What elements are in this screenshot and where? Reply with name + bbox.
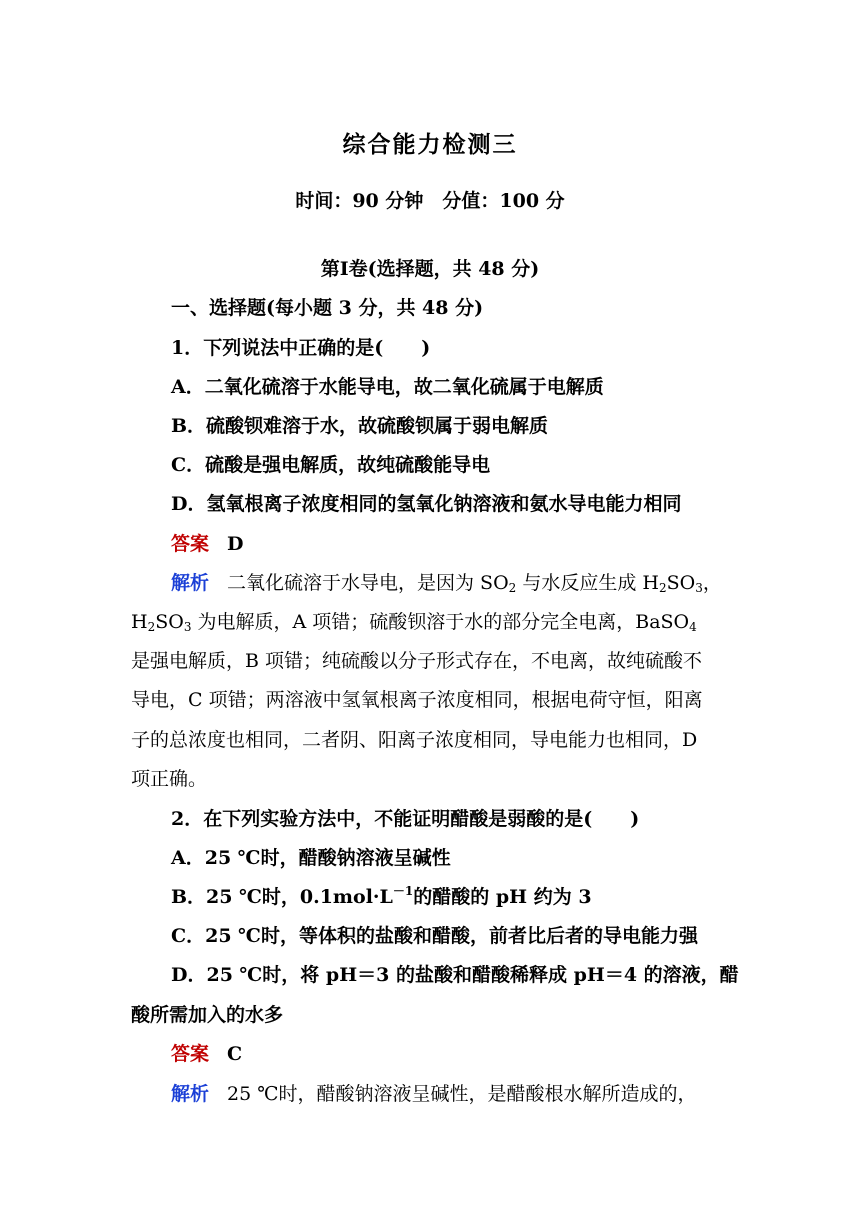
analysis-label: 解析 xyxy=(171,572,210,594)
q1-analysis-line-5: 子的总浓度也相同，二者阴、阳离子浓度相同，导电能力也相同，D xyxy=(131,729,698,751)
q1-analysis-line-1: 解析 二氧化硫溶于水导电，是因为 $SO_2$ 与水反应生成 $H_2SO_3$， xyxy=(171,572,722,595)
q1-analysis-line-2: $H_2SO_3$ 为电解质，A 项错；硫酸钡溶于水的部分完全电离，BaSO$_4$ xyxy=(131,611,697,634)
q2-option-d-line-1: D．25 ℃时，将 pH＝3 的盐酸和醋酸稀释成 pH＝4 的溶液，醋 xyxy=(171,964,739,986)
q2-stem: 2．在下列实验方法中，不能证明醋酸是弱酸的是( ) xyxy=(171,808,640,830)
part-heading: 一、选择题(每小题 3 分，共 48 分) xyxy=(171,297,484,319)
q2-option-a: A．25 ℃时，醋酸钠溶液呈碱性 xyxy=(171,847,451,869)
q1-analysis-line-4: 导电，C 项错；两溶液中氢氧根离子浓度相同，根据电荷守恒，阳离 xyxy=(131,689,703,711)
q1-option-c: C．硫酸是强电解质，故纯硫酸能导电 xyxy=(171,454,491,476)
q1-option-a: A．二氧化硫溶于水能导电，故二氧化硫属于电解质 xyxy=(171,376,604,398)
q1-analysis-line-6: 项正确。 xyxy=(131,768,208,790)
q1-analysis-line-3: 是强电解质，B 项错；纯硫酸以分子形式存在，不电离，故纯硫酸不 xyxy=(131,650,703,672)
answer-value: C xyxy=(227,1043,243,1065)
q2-option-b: B．25 ℃时，$0.1mol\cdot L^{-1}$的醋酸的 pH 约为 3 xyxy=(171,884,592,908)
q1-option-d: D．氢氧根离子浓度相同的氢氧化钠溶液和氨水导电能力相同 xyxy=(171,493,682,515)
answer-value: D xyxy=(227,533,244,555)
q1-answer xyxy=(171,531,731,557)
answer-label: 答案 xyxy=(171,1043,210,1065)
q2-option-d-line-2: 酸所需加入的水多 xyxy=(131,1004,284,1026)
exam-meta: 时间：90 分钟 分值：100 分 xyxy=(295,190,565,212)
q2-analysis-line-1: 解析 25 ℃时，醋酸钠溶液呈碱性，是醋酸根水解所造成的， xyxy=(171,1083,697,1105)
q1-stem: 1．下列说法中正确的是( ) xyxy=(171,337,431,359)
section-heading: 第Ⅰ卷(选择题，共 48 分) xyxy=(320,258,540,280)
q2-option-c: C．25 ℃时，等体积的盐酸和醋酸，前者比后者的导电能力强 xyxy=(171,925,698,947)
q2-answer xyxy=(171,1041,731,1067)
answer-label: 答案 xyxy=(171,533,210,555)
analysis-label: 解析 xyxy=(171,1083,210,1105)
page-title: 综合能力检测三 xyxy=(342,131,518,158)
q1-option-b: B．硫酸钡难溶于水，故硫酸钡属于弱电解质 xyxy=(171,415,549,437)
